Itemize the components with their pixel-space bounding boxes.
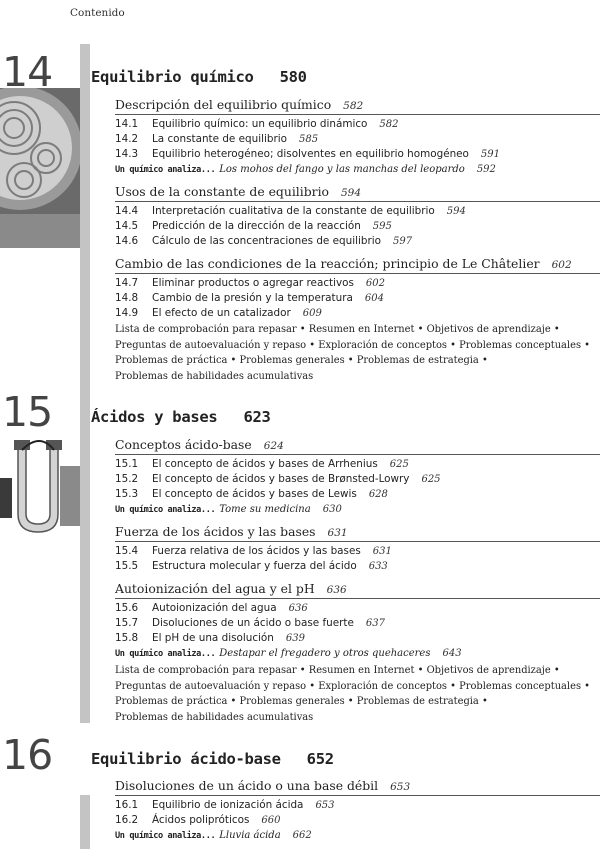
section-title: Descripción del equilibrio químico xyxy=(115,97,332,112)
chemist-analyzes-label: Un químico analiza... xyxy=(115,649,216,659)
chapter-title[interactable] xyxy=(91,68,307,86)
entry-number: 15.8 xyxy=(115,632,139,644)
section-page: 653 xyxy=(390,781,411,793)
section-heading[interactable] xyxy=(115,524,600,542)
chapter-14-photo xyxy=(0,88,80,248)
entry-page: 637 xyxy=(365,618,385,629)
entry-text: Interpretación cualitativa de la constante de equilibrio xyxy=(152,205,435,217)
entry-page: 628 xyxy=(368,489,388,500)
entry-text: El concepto de ácidos y bases de Lewis xyxy=(152,488,357,500)
entry-text: La constante de equilibrio xyxy=(152,133,287,145)
entry-page: 585 xyxy=(298,134,319,145)
entry-text: Autoionización del agua xyxy=(152,602,277,614)
entry-text: Eliminar productos o agregar reactivos xyxy=(152,277,354,289)
entry-text: Fuerza relativa de los ácidos y las bases xyxy=(152,545,361,557)
entry-page: 602 xyxy=(365,278,386,289)
chapter-title[interactable] xyxy=(91,750,334,768)
section-title: Autoionización del agua y el pH xyxy=(115,581,315,596)
entry-text: Equilibrio químico: un equilibrio dinámico xyxy=(152,118,368,130)
entry-page: 592 xyxy=(476,164,496,175)
section-page: 631 xyxy=(327,527,348,539)
entry-number: 14.1 xyxy=(115,118,139,130)
entry-number: 14.7 xyxy=(115,277,139,289)
toc-entry[interactable] xyxy=(115,292,384,307)
toc-entry[interactable] xyxy=(115,220,392,235)
section-heading[interactable] xyxy=(115,256,600,274)
chapter-number: 14 xyxy=(2,48,53,96)
entry-page: 591 xyxy=(480,149,501,160)
chemist-analyzes-label: Un químico analiza... xyxy=(115,505,216,515)
entry-number: 14.2 xyxy=(115,133,139,145)
section-title: Cambio de las condiciones de la reacción; principio de Le Châtelier xyxy=(115,256,540,271)
chapter-number: 15 xyxy=(2,388,53,436)
entry-page: 633 xyxy=(368,561,388,572)
end-matter-line: Problemas de práctica • Problemas generales • Problemas de estrategia • xyxy=(115,696,488,708)
section-heading[interactable] xyxy=(115,184,600,202)
entry-number: 14.6 xyxy=(115,235,139,247)
section-page: 582 xyxy=(343,100,364,112)
section-title: Conceptos ácido-base xyxy=(115,437,252,452)
section-heading[interactable] xyxy=(115,437,600,455)
toc-entry[interactable] xyxy=(115,205,466,220)
toc-entry[interactable] xyxy=(115,617,385,632)
entry-number: 16.1 xyxy=(115,799,139,811)
end-matter-line: Problemas de práctica • Problemas generales • Problemas de estrategia • xyxy=(115,355,488,367)
end-of-chapter-list xyxy=(115,322,600,384)
entry-text: El efecto de un catalizador xyxy=(152,307,291,319)
chemist-analyzes-entry[interactable] xyxy=(115,504,342,515)
section-title: Disoluciones de un ácido o una base débil xyxy=(115,778,379,793)
entry-number: 15.6 xyxy=(115,602,139,614)
chapter-title-text: Ácidos y bases xyxy=(91,408,218,426)
end-matter-line: Preguntas de autoevaluación y repaso • Exploración de conceptos • Problemas conceptuales • xyxy=(115,339,590,351)
end-matter-line: Lista de comprobación para repasar • Resumen en Internet • Objetivos de aprendizaje • xyxy=(115,324,560,335)
toc-entry[interactable] xyxy=(115,545,392,560)
entry-number: 14.5 xyxy=(115,220,139,232)
entry-number: 14.8 xyxy=(115,292,139,304)
entry-page: 609 xyxy=(302,308,322,319)
chapter-title[interactable] xyxy=(91,408,271,426)
toc-entry[interactable] xyxy=(115,133,318,148)
entry-page: 660 xyxy=(261,815,281,826)
entry-page: 625 xyxy=(421,474,441,485)
entry-page: 636 xyxy=(288,603,308,614)
chemist-analyzes-text: Destapar el fregadero y otros quehaceres xyxy=(219,648,431,659)
toc-entry[interactable] xyxy=(115,307,322,322)
entry-page: 653 xyxy=(315,800,335,811)
section-page: 624 xyxy=(263,440,284,452)
entry-text: Equilibrio de ionización ácida xyxy=(152,799,304,811)
chemist-analyzes-text: Tome su medicina xyxy=(219,504,311,515)
chemist-analyzes-entry[interactable] xyxy=(115,648,462,659)
toc-entry[interactable] xyxy=(115,814,280,829)
entry-page: 582 xyxy=(379,119,399,130)
toc-entry[interactable] xyxy=(115,148,500,163)
toc-entry[interactable] xyxy=(115,632,305,647)
entry-text: El pH de una disolución xyxy=(152,632,274,644)
toc-entry[interactable] xyxy=(115,488,388,503)
entry-number: 15.1 xyxy=(115,458,139,470)
entry-text: Estructura molecular y fuerza del ácido xyxy=(152,560,357,572)
entry-page: 594 xyxy=(446,206,466,217)
section-heading[interactable] xyxy=(115,97,600,115)
toc-entry[interactable] xyxy=(115,458,409,473)
entry-number: 15.5 xyxy=(115,560,139,572)
entry-text: Cambio de la presión y la temperatura xyxy=(152,292,353,304)
section-title: Fuerza de los ácidos y las bases xyxy=(115,524,316,539)
chapter-title-text: Equilibrio químico xyxy=(91,68,254,86)
entry-page: 631 xyxy=(372,546,392,557)
chapter-15-margin-band xyxy=(80,393,90,723)
entry-number: 14.3 xyxy=(115,148,139,160)
entry-number: 14.4 xyxy=(115,205,139,217)
entry-text: Cálculo de las concentraciones de equilibrio xyxy=(152,235,381,247)
entry-number: 15.2 xyxy=(115,473,139,485)
entry-page: 639 xyxy=(285,633,305,644)
toc-entry[interactable] xyxy=(115,602,308,617)
chemist-analyzes-entry[interactable] xyxy=(115,830,312,841)
chapter-number: 16 xyxy=(2,731,53,779)
section-heading[interactable] xyxy=(115,778,600,796)
entry-text: Equilibrio heterogéneo; disolventes en equilibrio homogéneo xyxy=(152,148,469,160)
entry-page: 643 xyxy=(442,648,462,659)
entry-page: 662 xyxy=(292,830,312,841)
entry-text: Disoluciones de un ácido o base fuerte xyxy=(152,617,354,629)
end-matter-line: Preguntas de autoevaluación y repaso • Exploración de conceptos • Problemas conceptuales • xyxy=(115,680,590,692)
entry-page: 604 xyxy=(364,293,384,304)
entry-number: 15.7 xyxy=(115,617,139,629)
chemist-analyzes-entry[interactable] xyxy=(115,164,496,175)
entry-text: El concepto de ácidos y bases de Brønsted-Lowry xyxy=(152,473,410,485)
section-title: Usos de la constante de equilibrio xyxy=(115,184,329,199)
toc-entry[interactable] xyxy=(115,799,335,814)
end-matter-line: Problemas de habilidades acumulativas xyxy=(115,370,314,382)
chapter-page: 623 xyxy=(243,408,271,426)
entry-number: 15.3 xyxy=(115,488,139,500)
toc-entry[interactable] xyxy=(115,560,388,575)
running-head: Contenido xyxy=(70,7,125,19)
chapter-page: 580 xyxy=(279,68,307,86)
entry-page: 630 xyxy=(322,504,342,515)
chemist-analyzes-text: Lluvia ácida xyxy=(219,830,281,841)
entry-page: 625 xyxy=(389,459,409,470)
chapter-title-text: Equilibrio ácido-base xyxy=(91,750,281,768)
chapter-16-margin-band xyxy=(80,795,90,849)
section-heading[interactable] xyxy=(115,581,600,599)
chemist-analyzes-label: Un químico analiza... xyxy=(115,831,216,841)
entry-text: Predicción de la dirección de la reacción xyxy=(152,220,361,232)
entry-page: 595 xyxy=(372,221,392,232)
chemist-analyzes-text: Los mohos del fango y las manchas del leopardo xyxy=(219,164,465,175)
toc-entry[interactable] xyxy=(115,277,385,292)
entry-page: 597 xyxy=(392,236,413,247)
chemist-analyzes-label: Un químico analiza... xyxy=(115,165,216,175)
entry-text: El concepto de ácidos y bases de Arrhenius xyxy=(152,458,378,470)
toc-entry[interactable] xyxy=(115,235,412,250)
chapter-page: 652 xyxy=(306,750,334,768)
chapter-14-margin-band xyxy=(80,44,90,394)
chapter-15-photo xyxy=(0,436,80,546)
entry-text: Ácidos polipróticos xyxy=(152,814,250,826)
entry-number: 14.9 xyxy=(115,307,139,319)
section-page: 636 xyxy=(326,584,347,596)
toc-entry[interactable] xyxy=(115,118,399,133)
end-of-chapter-list xyxy=(115,663,600,725)
section-page: 594 xyxy=(341,187,362,199)
end-matter-line: Lista de comprobación para repasar • Resumen en Internet • Objetivos de aprendizaje • xyxy=(115,665,560,676)
end-matter-line: Problemas de habilidades acumulativas xyxy=(115,711,314,723)
entry-number: 16.2 xyxy=(115,814,139,826)
entry-number: 15.4 xyxy=(115,545,139,557)
toc-entry[interactable] xyxy=(115,473,441,488)
section-page: 602 xyxy=(551,259,572,271)
